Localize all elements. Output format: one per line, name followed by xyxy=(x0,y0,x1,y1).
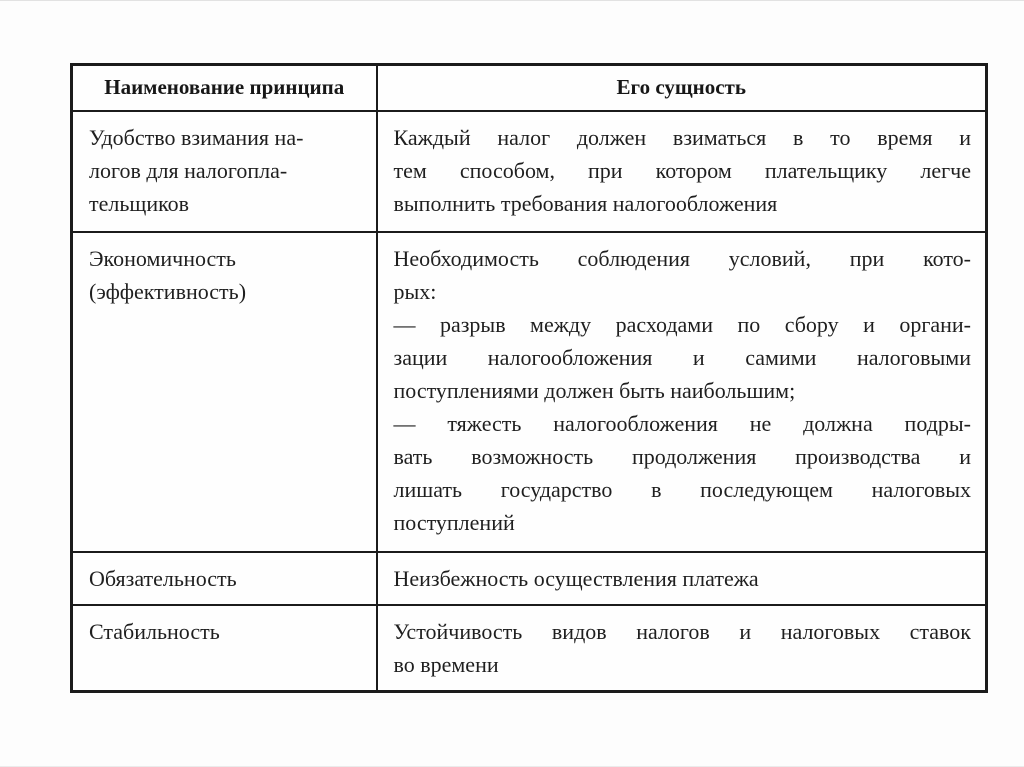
paragraph xyxy=(89,121,362,220)
text-line: Каждый налог должен взиматься в то время и xyxy=(393,124,971,150)
text-line: во времени xyxy=(393,651,499,677)
column-header-principle-name: Наименование принципа xyxy=(72,65,377,111)
text-line: поступлениями должен быть наибольшим; xyxy=(393,377,796,403)
text-line: Неизбежность осуществления платежа xyxy=(393,565,759,591)
text-line: Устойчивость видов налогов и налоговых ставок xyxy=(393,618,971,644)
text-line: Экономичность xyxy=(89,245,236,271)
text-line: Необходимость соблюдения условий, при кото- xyxy=(393,245,971,271)
text-line: вать возможность продолжения производства и xyxy=(393,443,971,469)
table-header-row xyxy=(72,65,987,111)
text-line: выполнить требования налогообложения xyxy=(393,190,778,216)
text-line: — разрыв между расходами по сбору и органи- xyxy=(393,311,971,337)
text-line: тельщиков xyxy=(89,190,190,216)
text-line: тем способом, при котором плательщику легче xyxy=(393,157,971,183)
paragraph xyxy=(394,562,972,595)
principle-cell-convenience xyxy=(72,111,377,232)
paragraph xyxy=(89,242,362,308)
text-line: Стабильность xyxy=(89,618,220,644)
text-line: — тяжесть налогообложения не должна подры- xyxy=(393,410,971,436)
paragraph xyxy=(394,615,972,681)
paragraph xyxy=(394,121,972,220)
paragraph xyxy=(394,407,972,539)
text-line: Обязательность xyxy=(89,565,237,591)
text-line: рых: xyxy=(393,278,437,304)
text-line: зации налогообложения и самими налоговыми xyxy=(393,344,971,370)
table-row-obligation xyxy=(72,552,987,605)
text-line: логов для налогопла- xyxy=(89,157,288,183)
essence-cell-obligation xyxy=(377,552,987,605)
principle-cell-obligation xyxy=(72,552,377,605)
table-row-economy xyxy=(72,232,987,552)
paragraph xyxy=(394,242,972,308)
column-header-essence: Его сущность xyxy=(377,65,987,111)
paragraph xyxy=(89,562,362,595)
table-row-convenience xyxy=(72,111,987,232)
essence-cell-economy xyxy=(377,232,987,552)
text-line: лишать государство в последующем налоговых xyxy=(393,476,971,502)
principle-cell-economy xyxy=(72,232,377,552)
text-line: Удобство взимания на- xyxy=(89,124,304,150)
text-line: (эффективность) xyxy=(89,278,247,304)
essence-cell-convenience xyxy=(377,111,987,232)
essence-cell-stability xyxy=(377,605,987,692)
principle-cell-stability xyxy=(72,605,377,692)
tax-principles-table xyxy=(70,63,988,693)
paragraph xyxy=(89,615,362,648)
table-row-stability xyxy=(72,605,987,692)
text-line: поступлений xyxy=(393,509,515,535)
paragraph xyxy=(394,308,972,407)
